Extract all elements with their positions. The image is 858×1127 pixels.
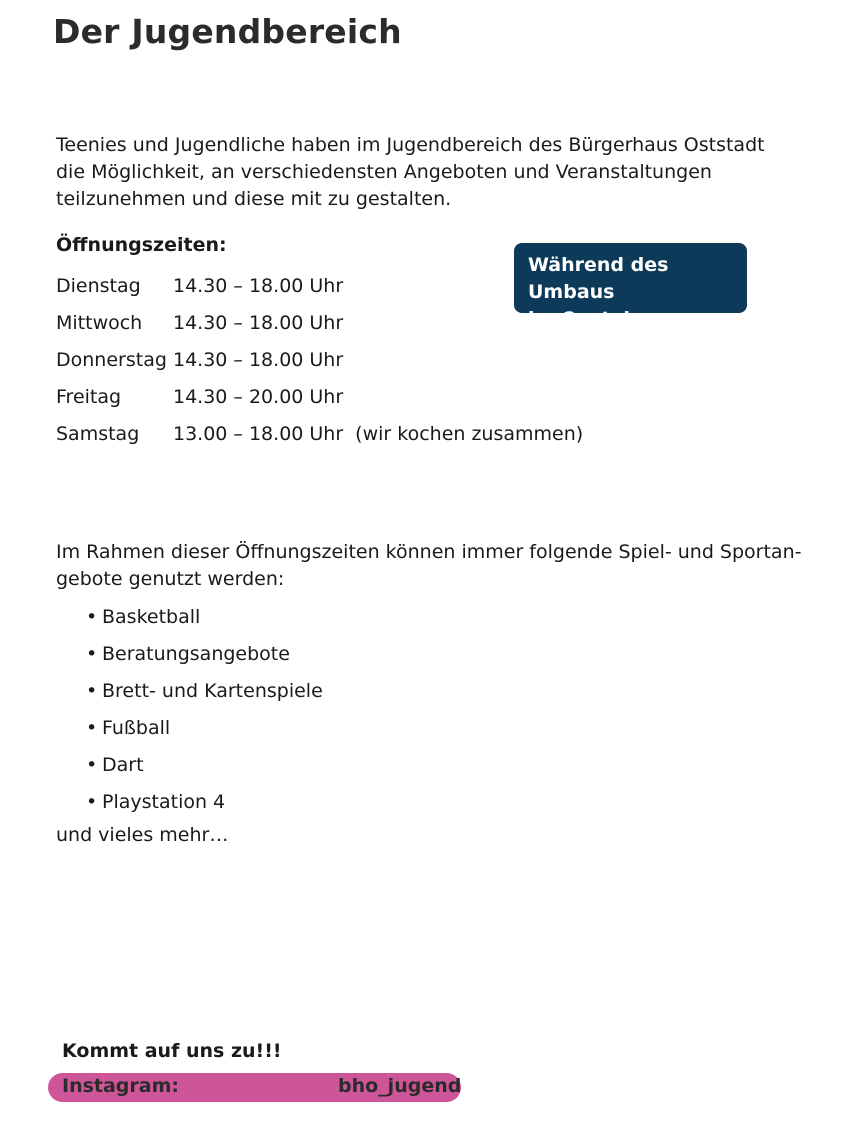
- bullet-icon: •: [86, 790, 98, 813]
- hours-row-wednesday: [56, 304, 583, 341]
- hours-time: 14.30 – 20.00 Uhr: [173, 385, 344, 408]
- hours-day: Freitag: [56, 385, 122, 408]
- list-item: [86, 598, 323, 635]
- call-to-action: Kommt auf uns zu!!!: [62, 1040, 282, 1062]
- list-item: [86, 672, 323, 709]
- opening-hours-heading: Öffnungszeiten:: [56, 234, 227, 256]
- list-item-label: Basketball: [102, 605, 201, 628]
- hours-time: 14.30 – 18.00 Uhr: [173, 348, 344, 371]
- bullet-icon: •: [86, 642, 98, 665]
- bullet-icon: •: [86, 605, 98, 628]
- hours-time: 14.30 – 18.00 Uhr: [173, 311, 344, 334]
- renovation-notice-box: [514, 243, 747, 330]
- list-item: [86, 746, 323, 783]
- hours-time: 14.30 – 18.00 Uhr: [173, 274, 344, 297]
- list-item: [86, 635, 323, 672]
- list-item-label: Fußball: [102, 716, 171, 739]
- hours-day: Dienstag: [56, 274, 141, 297]
- list-item-label: Beratungsangebote: [102, 642, 290, 665]
- opening-hours-table: [56, 267, 583, 452]
- instagram-label: Instagram:: [62, 1075, 179, 1097]
- list-item: [86, 709, 323, 746]
- more-text: und vieles mehr…: [56, 824, 229, 846]
- bullet-icon: •: [86, 753, 98, 776]
- list-item-label: Dart: [102, 753, 144, 776]
- hours-row-thursday: [56, 341, 583, 378]
- hours-day: Donnerstag: [56, 348, 167, 371]
- intro-paragraph: Teenies und Jugendliche haben im Jugendbereich des Bürgerhaus Oststadt die Möglichkeit, an verschiedensten Angeboten und Veranstaltungen teilzunehmen und diese mit zu gestalten.: [56, 134, 765, 210]
- hours-row-tuesday: [56, 267, 583, 304]
- offers-intro-paragraph: Im Rahmen dieser Öffnungszeiten können immer folgende Spiel- und Sportan-gebote genutzt werden:: [56, 541, 802, 590]
- hours-day: Mittwoch: [56, 311, 143, 334]
- bullet-icon: •: [86, 679, 98, 702]
- list-item-label: Brett- und Kartenspiele: [102, 679, 323, 702]
- hours-day: Samstag: [56, 422, 140, 445]
- hours-note: (wir kochen zusammen): [355, 422, 584, 445]
- list-item: [86, 783, 323, 820]
- offers-list: [86, 598, 323, 820]
- instagram-handle[interactable]: bho_jugend: [338, 1075, 462, 1097]
- bullet-icon: •: [86, 716, 98, 739]
- notice-line-2: im Container.: [528, 308, 671, 330]
- hours-time: 13.00 – 18.00 Uhr: [173, 422, 344, 445]
- list-item-label: Playstation 4: [102, 790, 226, 813]
- page-title: Der Jugendbereich: [53, 12, 402, 51]
- instagram-bar: [48, 1073, 461, 1102]
- hours-row-saturday: [56, 415, 583, 452]
- notice-line-1: Während des Umbaus: [528, 254, 669, 303]
- hours-row-friday: [56, 378, 583, 415]
